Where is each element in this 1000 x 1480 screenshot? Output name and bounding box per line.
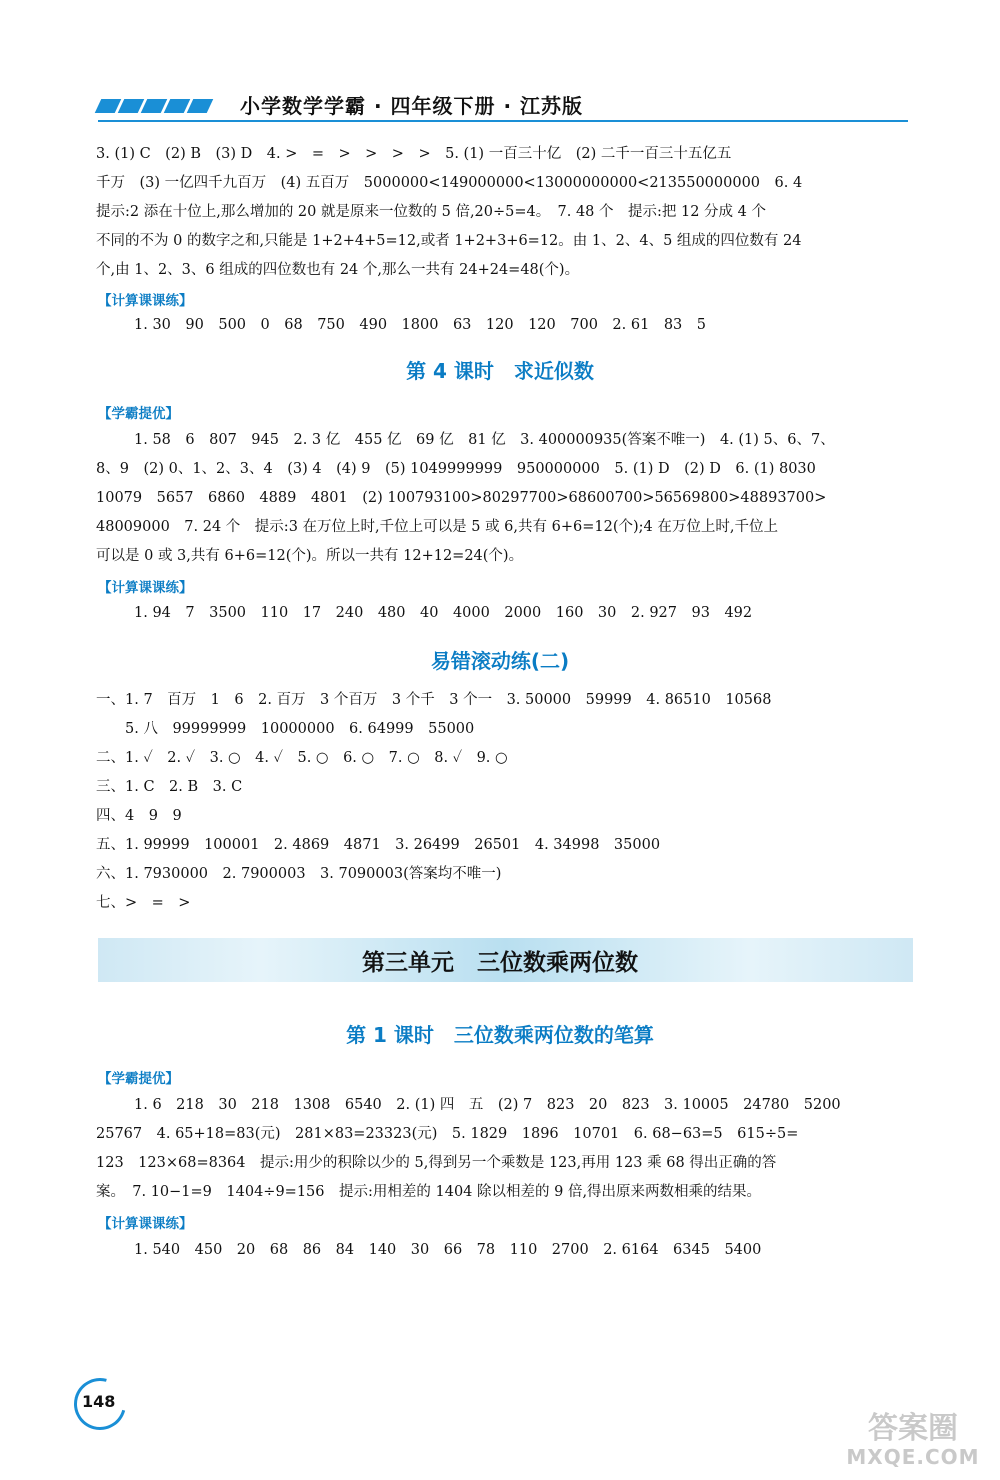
text-line: 48009000 7. 24 个 提示:3 在万位上时,千位上可以是 5 或 6,共有 6+6=12(个);4 在万位上时,千位上: [96, 519, 778, 535]
unit-title: 第三单元 三位数乘两位数: [362, 950, 638, 976]
calc-answers: 1. 540 450 20 68 86 84 140 30 66 78 110 2700 2. 6164 6345 5400: [134, 1242, 762, 1258]
excellence-tag: 【学霸提优】: [98, 406, 179, 422]
text-line: 10079 5657 6860 4889 4801 (2) 100793100>80297700>68600700>56569800>48893700>: [96, 490, 827, 506]
text-line: 123 123×68=8364 提示:用少的积除以少的 5,得到另一个乘数是 123,再用 123 乘 68 得出正确的答: [96, 1155, 777, 1171]
review-answers: [96, 686, 916, 918]
text-line: 3. (1) C (2) B (3) D 4. > = > > > > 5. (1) 一百三十亿 (2) 二千一百三十五亿五: [96, 146, 732, 162]
page-number-badge: [74, 1378, 126, 1430]
lesson-heading: 第 4 课时 求近似数: [406, 359, 594, 383]
text-line: 1. 58 6 807 945 2. 3 亿 455 亿 69 亿 81 亿 3. 400000935(答案不唯一) 4. (1) 5、6、7、: [134, 432, 835, 448]
text-line: 七、> = >: [96, 895, 191, 911]
text-line: 1. 6 218 30 218 1308 6540 2. (1) 四 五 (2) 7 823 20 823 3. 10005 24780 5200: [134, 1097, 841, 1113]
text-line: 5. 八 99999999 10000000 6. 64999 55000: [96, 721, 475, 737]
watermark-logo: [838, 1412, 988, 1472]
text-line: 六、1. 7930000 2. 7900003 3. 7090003(答案均不唯一): [96, 866, 502, 882]
book-title: 小学数学学霸 · 四年级下册 · 江苏版: [240, 94, 584, 118]
lesson4-answers: [96, 426, 916, 571]
calc-practice-tag: 【计算课课练】: [98, 580, 193, 596]
text-line: 三、1. C 2. B 3. C: [96, 779, 243, 795]
text-line: 一、1. 7 百万 1 6 2. 百万 3 个百万 3 个千 3 个一 3. 50000 59999 4. 86510 10568: [96, 692, 772, 708]
calc-answers: 1. 94 7 3500 110 17 240 480 40 4000 2000 160 30 2. 927 93 492: [134, 605, 753, 621]
page-number: 148: [82, 1392, 116, 1411]
text-line: 千万 (3) 一亿四千九百万 (4) 五百万 5000000<149000000<13000000000<213550000000 6. 4: [96, 175, 803, 191]
text-line: 五、1. 99999 100001 2. 4869 4871 3. 26499 26501 4. 34998 35000: [96, 837, 661, 853]
text-line: 提示:2 添在十位上,那么增加的 20 就是原来一位数的 5 倍,20÷5=4。 7. 48 个 提示:把 12 分成 4 个: [96, 204, 766, 220]
answers-section-3: [96, 140, 916, 285]
calc-practice-tag: 【计算课课练】: [98, 1216, 193, 1232]
text-line: 个,由 1、2、3、6 组成的四位数也有 24 个,那么一共有 24+24=48(个)。: [96, 262, 580, 278]
excellence-tag: 【学霸提优】: [98, 1071, 179, 1087]
header-decoration: [98, 98, 218, 120]
review-heading: 易错滚动练(二): [430, 649, 570, 673]
lesson1-answers: [96, 1091, 916, 1207]
header-rule: [98, 120, 908, 122]
watermark-text: 答案圈: [868, 1411, 958, 1446]
text-line: 可以是 0 或 3,共有 6+6=12(个)。所以一共有 12+12=24(个)。: [96, 548, 524, 564]
text-line: 四、4 9 9: [96, 808, 182, 824]
calc-practice-tag: 【计算课课练】: [98, 293, 193, 309]
text-line: 8、9 (2) 0、1、2、3、4 (3) 4 (4) 9 (5) 1049999999 950000000 5. (1) D (2) D 6. (1) 8030: [96, 461, 816, 477]
watermark-url: MXQE.COM: [846, 1445, 980, 1469]
text-line: 不同的不为 0 的数字之和,只能是 1+2+4+5=12,或者 1+2+3+6=12。由 1、2、4、5 组成的四位数有 24: [96, 233, 802, 249]
text-line: 二、1. ✓ 2. ✓ 3. ○ 4. ✓ 5. ○ 6. ○ 7. ○ 8. ✓ 9. ○: [96, 750, 508, 766]
text-line: 25767 4. 65+18=83(元) 281×83=23323(元) 5. 1829 1896 10701 6. 68−63=5 615÷5=: [96, 1126, 799, 1142]
text-line: 案。 7. 10−1=9 1404÷9=156 提示:用相差的 1404 除以相差的 9 倍,得出原来两数相乘的结果。: [96, 1184, 762, 1200]
calc-answers: 1. 30 90 500 0 68 750 490 1800 63 120 120 700 2. 61 83 5: [134, 317, 706, 333]
lesson-heading: 第 1 课时 三位数乘两位数的笔算: [346, 1023, 654, 1047]
